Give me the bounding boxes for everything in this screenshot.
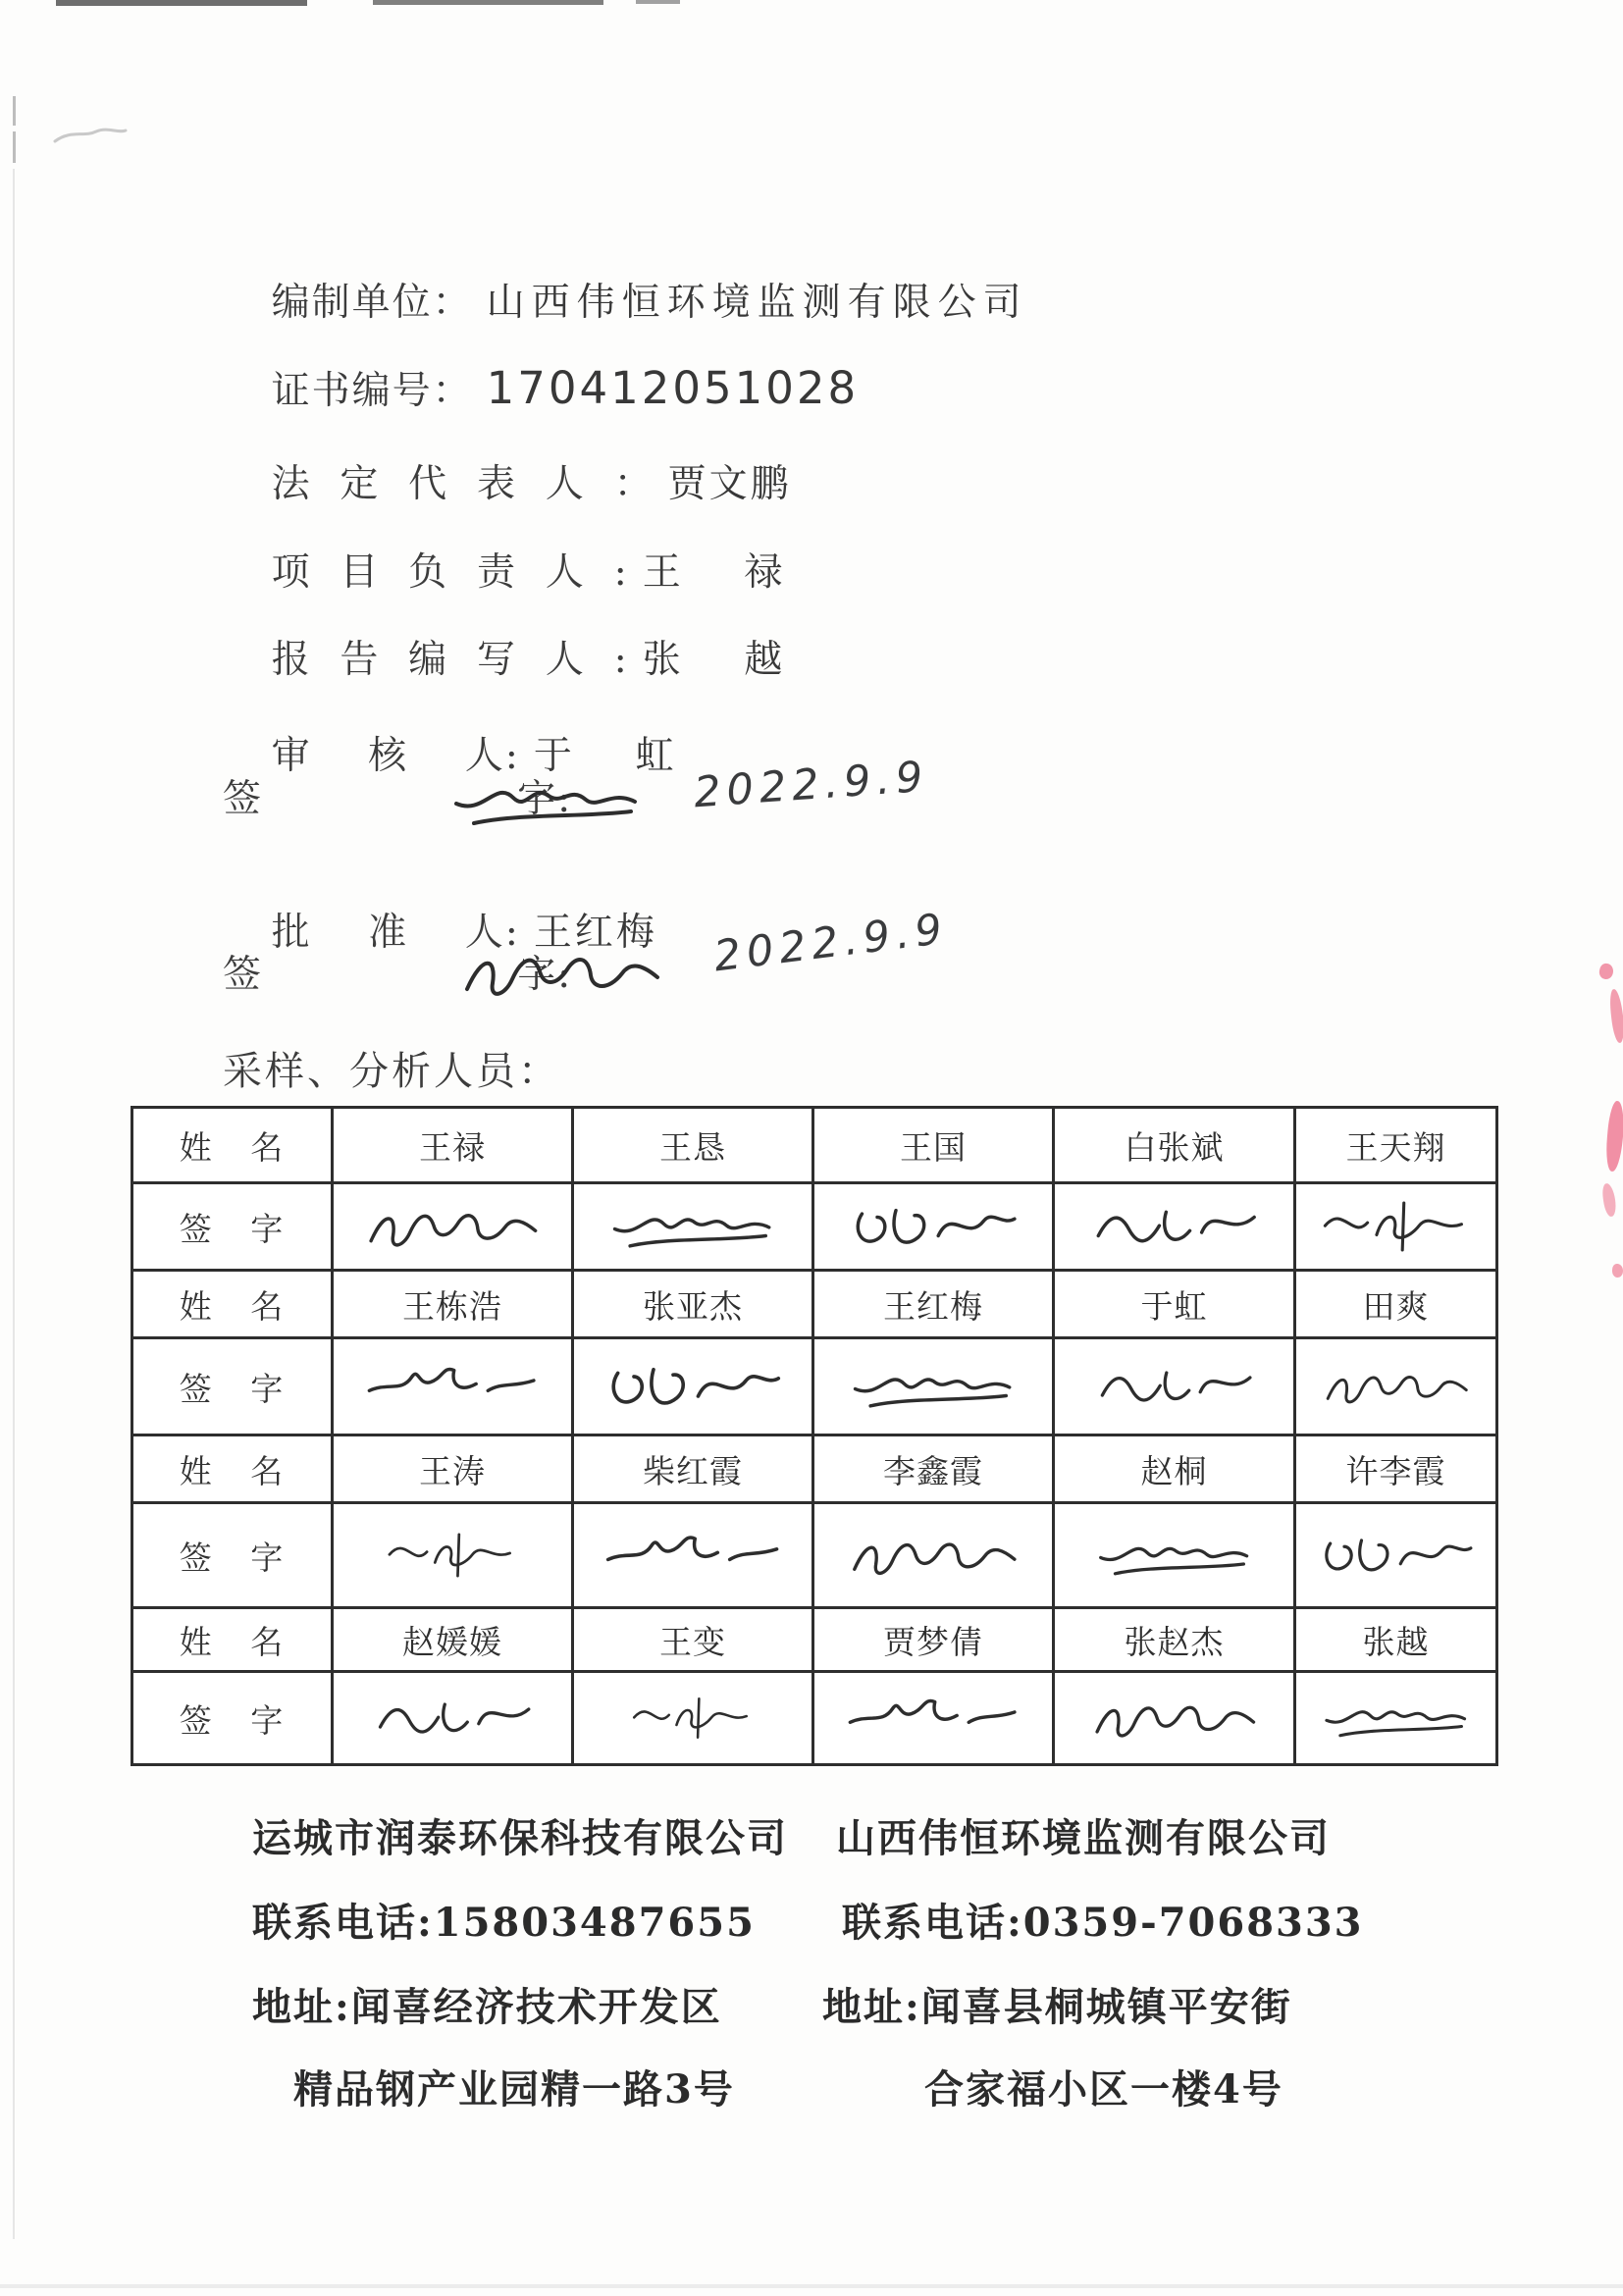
- personnel-name-cell: 贾梦倩: [814, 1609, 1055, 1673]
- personnel-name-cell: 王禄: [334, 1109, 574, 1184]
- row-header-name: 姓 名: [133, 1436, 334, 1504]
- personnel-name-cell: 王栋浩: [334, 1272, 574, 1339]
- red-stamp-bleed-mark: [1597, 963, 1614, 981]
- handwritten-signature: [359, 1188, 546, 1265]
- personnel-name-cell: 王涛: [334, 1436, 574, 1504]
- footer-phone-left: 联系电话:15803487655: [252, 1900, 756, 1946]
- handwritten-signature: [1086, 1519, 1263, 1592]
- footer-address-right-2: 合家福小区一楼4号: [924, 2066, 1283, 2113]
- scan-edge-artifact: [56, 0, 307, 6]
- personnel-name-cell: 张赵杰: [1055, 1609, 1296, 1673]
- personnel-name-cell: 赵媛媛: [334, 1609, 574, 1673]
- handwritten-signature: [1081, 1682, 1268, 1754]
- footer-company-left: 运城市润泰环保科技有限公司: [252, 1815, 788, 1861]
- personnel-name-cell: 柴红霞: [574, 1436, 814, 1504]
- certificate-number-value: 170412051028: [486, 362, 860, 414]
- personnel-signature-cell: [1055, 1184, 1296, 1272]
- handwritten-signature: [624, 1679, 761, 1757]
- handwritten-signature: [1086, 1350, 1263, 1423]
- signature-label: 签 字:: [223, 777, 573, 821]
- personnel-signature-cell: [334, 1504, 574, 1609]
- personnel-name-cell: 张亚杰: [574, 1272, 814, 1339]
- handwritten-signature: [379, 1511, 526, 1599]
- personnel-signature-cell: [1296, 1504, 1498, 1609]
- handwritten-signature: [1310, 1514, 1482, 1596]
- personnel-name-cell: 于虹: [1055, 1272, 1296, 1339]
- handwritten-signature: [1313, 1188, 1480, 1265]
- personnel-signature-cell: [334, 1673, 574, 1766]
- personnel-signature-cell: [574, 1504, 814, 1609]
- personnel-signature-cell: [1296, 1184, 1498, 1272]
- handwritten-signature: [419, 757, 674, 845]
- personnel-name-cell: 王国: [814, 1109, 1055, 1184]
- footer-address-left-2: 精品钢产业园精一路3号: [293, 2066, 735, 2113]
- project-manager-label: 项 目 负 责 人 :: [271, 550, 629, 595]
- personnel-section-title: 采样、分析人员：: [223, 1049, 560, 1094]
- footer-phone-right: 联系电话:0359-7068333: [842, 1900, 1364, 1946]
- personnel-name-cell: 王红梅: [814, 1272, 1055, 1339]
- signature-label: 签 字:: [223, 953, 573, 997]
- scan-margin-line: [13, 169, 15, 2239]
- handwritten-signature: [600, 1188, 786, 1265]
- handwritten-signature: [598, 1516, 789, 1594]
- legal-representative-value: 贾文鹏: [667, 462, 792, 506]
- personnel-name-cell: 张越: [1296, 1609, 1498, 1673]
- red-stamp-bleed-mark: [1604, 1100, 1623, 1172]
- personnel-signature-cell: [1296, 1339, 1498, 1436]
- footer-address-right-1: 地址:闻喜县桐城镇平安街: [822, 1984, 1292, 2030]
- row-header-signature: 签 字: [133, 1504, 334, 1609]
- certificate-number-label: 证书编号：: [271, 369, 473, 413]
- personnel-signature-cell: [814, 1504, 1055, 1609]
- handwritten-signature: [840, 1188, 1026, 1265]
- handwritten-signature: [595, 1346, 791, 1427]
- personnel-signature-cell: [1055, 1504, 1296, 1609]
- scan-edge-artifact: [373, 0, 603, 5]
- approver-value: 王红梅: [533, 911, 657, 955]
- compiling-unit-value: 山西伟恒环境监测有限公司: [486, 281, 1028, 325]
- personnel-name-cell: 王天翔: [1296, 1109, 1498, 1184]
- row-header-name: 姓 名: [133, 1272, 334, 1339]
- project-manager-value: 王 禄: [642, 550, 786, 595]
- personnel-signature-cell: [1055, 1339, 1296, 1436]
- reviewer-label: 审 核 人:: [271, 734, 520, 778]
- handwritten-signature: [419, 928, 704, 1017]
- personnel-name-cell: 李鑫霞: [814, 1436, 1055, 1504]
- personnel-signature-cell: [1055, 1673, 1296, 1766]
- personnel-signature-cell: [574, 1673, 814, 1766]
- footer-company-right: 山西伟恒环境监测有限公司: [836, 1815, 1331, 1861]
- scan-margin-line: [13, 96, 16, 126]
- scan-edge-artifact: [636, 0, 680, 4]
- handwritten-signature: [1081, 1188, 1268, 1265]
- handwritten-signature: [1318, 1350, 1475, 1423]
- row-header-signature: 签 字: [133, 1673, 334, 1766]
- red-stamp-bleed-mark: [1601, 1182, 1618, 1217]
- personnel-signature-cell: [1296, 1673, 1498, 1766]
- handwritten-date: 2022.9.9: [692, 752, 930, 818]
- legal-representative-label: 法 定 代 表 人 ：: [271, 462, 654, 506]
- personnel-name-cell: 赵桐: [1055, 1436, 1296, 1504]
- report-writer-value: 张 越: [642, 638, 786, 682]
- footer-address-left-1: 地址:闻喜经济技术开发区: [252, 1984, 722, 2030]
- row-header-name: 姓 名: [133, 1609, 334, 1673]
- scan-margin-line: [13, 131, 16, 163]
- personnel-name-cell: 白张斌: [1055, 1109, 1296, 1184]
- personnel-name-cell: 田爽: [1296, 1272, 1498, 1339]
- personnel-name-cell: 王恳: [574, 1109, 814, 1184]
- row-header-signature: 签 字: [133, 1339, 334, 1436]
- pencil-smudge: [51, 122, 130, 147]
- handwritten-signature: [359, 1348, 546, 1425]
- row-header-name: 姓 名: [133, 1109, 334, 1184]
- personnel-signature-cell: [574, 1339, 814, 1436]
- personnel-name-cell: 许李霞: [1296, 1436, 1498, 1504]
- handwritten-signature: [840, 1677, 1026, 1759]
- red-stamp-bleed-mark: [1612, 1264, 1623, 1278]
- personnel-signature-cell: [814, 1184, 1055, 1272]
- report-writer-label: 报 告 编 写 人 :: [271, 638, 629, 682]
- personnel-signature-cell: [334, 1339, 574, 1436]
- personnel-signature-cell: [814, 1673, 1055, 1766]
- personnel-table: [131, 1106, 1498, 1766]
- row-header-signature: 签 字: [133, 1184, 334, 1272]
- handwritten-signature: [843, 1514, 1024, 1596]
- personnel-signature-cell: [814, 1339, 1055, 1436]
- handwritten-signature: [1313, 1682, 1480, 1754]
- handwritten-signature: [840, 1348, 1026, 1425]
- personnel-signature-cell: [334, 1184, 574, 1272]
- approver-label: 批 准 人:: [271, 911, 520, 955]
- compiling-unit-label: 编制单位：: [271, 281, 473, 325]
- personnel-name-cell: 王变: [574, 1609, 814, 1673]
- personnel-signature-cell: [574, 1184, 814, 1272]
- red-stamp-bleed-mark: [1608, 989, 1623, 1044]
- scan-bottom-edge: [0, 2284, 1623, 2288]
- handwritten-date: 2022.9.9: [710, 904, 951, 982]
- handwritten-signature: [362, 1682, 544, 1754]
- reviewer-value: 于 虹: [533, 734, 677, 778]
